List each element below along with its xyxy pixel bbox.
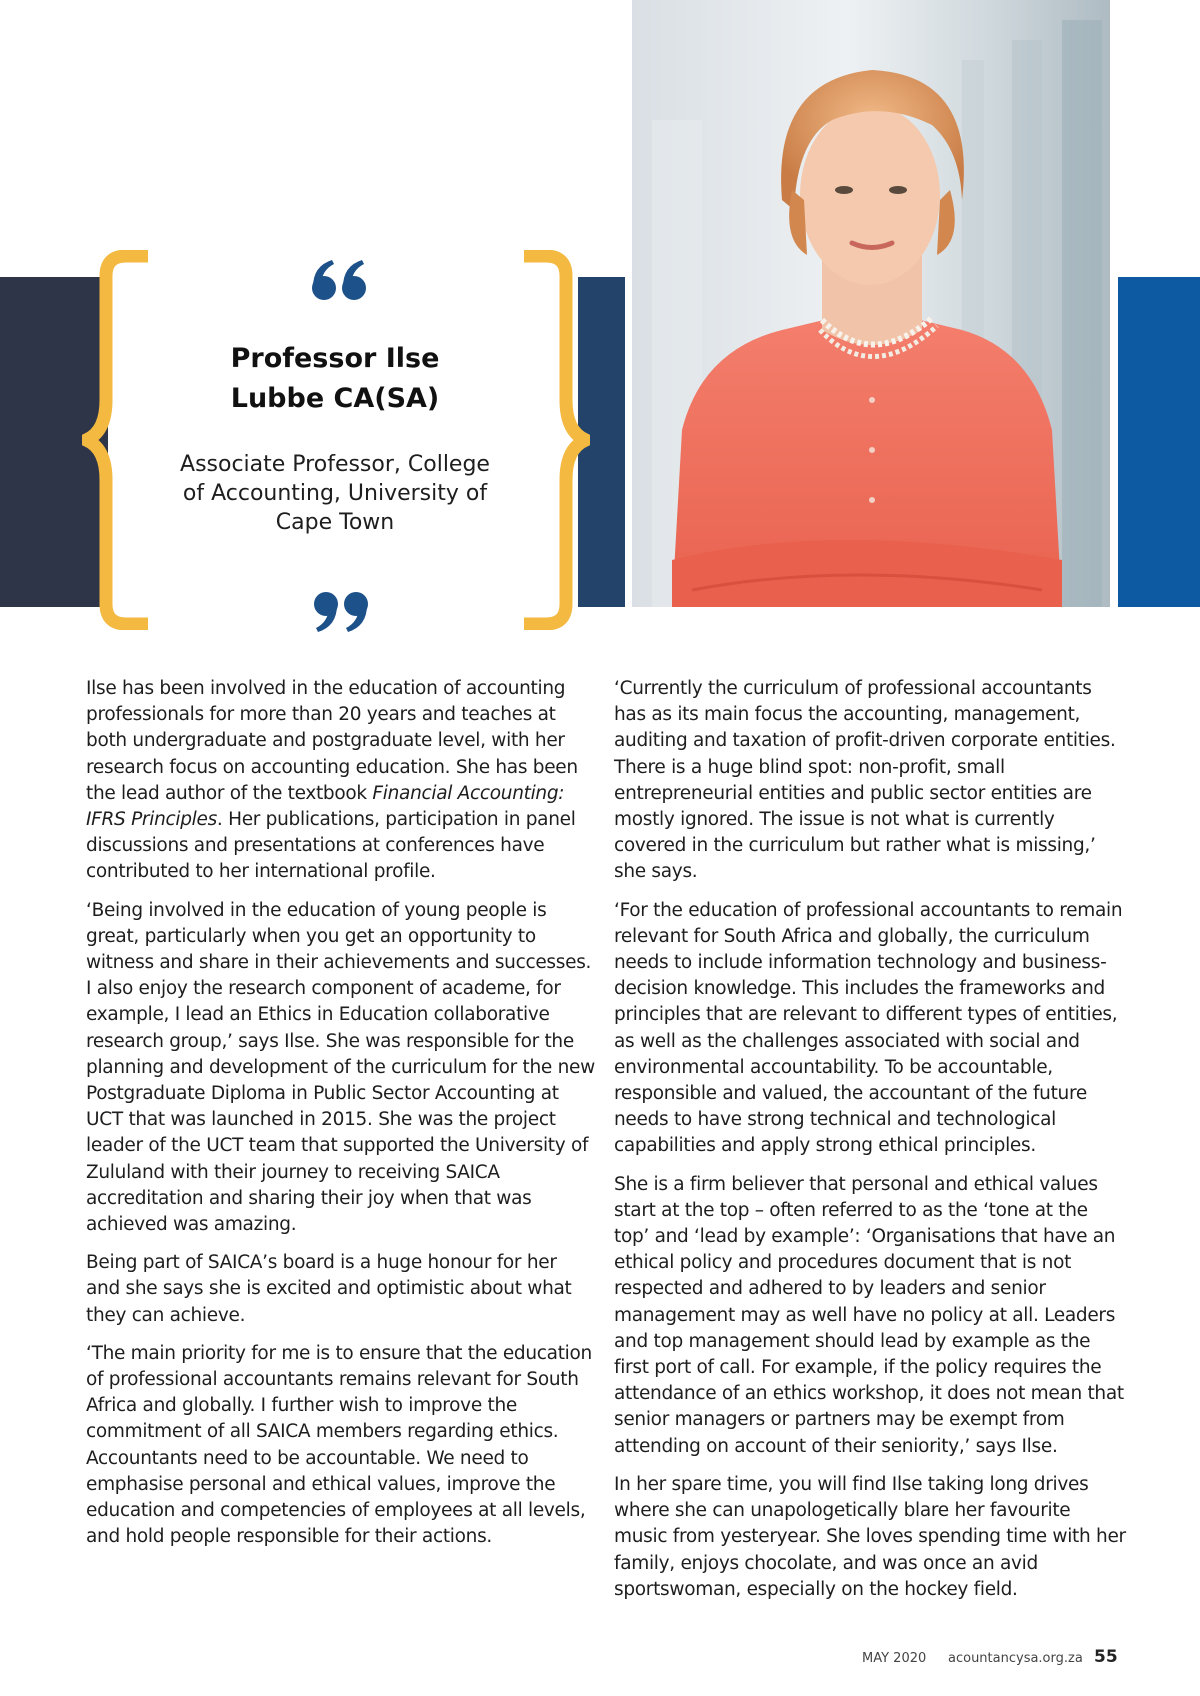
- article-paragraph: ‘The main priority for me is to ensure that the education of professional accountants remains relevant for South Africa and globally. I further wish to improve the commitment of all SAICA members regarding ethics. Accountants need to be accountable. We need to emphasise personal and ethical values, improve the education and competencies of employees at all levels, and hold people responsible for their actions.: [86, 1342, 592, 1548]
- profile-quote-card: [108, 250, 578, 630]
- article-paragraph: Being part of SAICA’s board is a huge honour for her and she says she is excited and optimistic about what they can achieve.: [86, 1252, 572, 1326]
- open-quote-icon: [310, 258, 370, 302]
- right-brace-icon: [520, 250, 590, 630]
- profile-role: [160, 450, 510, 537]
- article-paragraph: ‘For the education of professional accountants to remain relevant for South Africa and globally, the curriculum needs to include information technology and business-decision knowledge. This includes the frameworks and principles that are relevant to different types of entities, as well as the challenges associated with social and environmental accountability. To be accountable, responsible and valued, the accountant of the future needs to have strong technical and technological capabilities and apply strong ethical principles.: [614, 899, 1123, 1157]
- profile-photo: [632, 0, 1110, 607]
- article-column-right: [614, 676, 1126, 1615]
- article-paragraph: She is a firm believer that personal and ethical values start at the top – often referred to as the ‘tone at the top’ and ‘lead by example’: ‘Organisations that have an ethical policy and procedures document that is not respected and adhered to by leaders and senior management may as well have no policy at all. Leaders and top management should lead by example as the first port of call. For example, if the policy requires the attendance of an ethics workshop, it does not mean that senior managers or partners may be exempt from attending on account of their seniority,’ says Ilse.: [614, 1173, 1124, 1457]
- profile-name-line: Lubbe CA(SA): [230, 383, 440, 414]
- profile-role-line: Associate Professor, College: [180, 452, 490, 477]
- close-quote-icon: [310, 590, 370, 634]
- article-paragraph: In her spare time, you will find Ilse taking long drives where she can unapologetically blare her favourite music from yesteryear. She loves spending time with her family, enjoys chocolate, and was once an avid sportswoman, especially on the hockey field.: [614, 1473, 1126, 1600]
- page-footer: [0, 1647, 1200, 1671]
- text-run: Ilse has been involved in the education of accounting professionals for more than 20 years and teaches at both undergraduate and postgraduate level, with her research focus on accounting education. She has been the lead author of the textbook: [86, 678, 578, 804]
- profile-role-line: Cape Town: [275, 510, 395, 535]
- book-title: Financial Accounting: IFRS Principles: [86, 782, 565, 831]
- profile-role-line: of Accounting, University of: [182, 481, 488, 506]
- text-run: . Her publications, participation in panel discussions and presentations at conferences have contributed to her international profile.: [86, 809, 576, 883]
- article-paragraph: ‘Currently the curriculum of professional accountants has as its main focus the accounting, management, auditing and taxation of profit-driven corporate entities. There is a huge blind spot: non-profit, small entrepreneurial entities and public sector entities are mostly ignored. The issue is not what is currently covered in the curriculum but rather what is missing,’ she says.: [614, 678, 1116, 883]
- website-link[interactable]: acountancysa.org.za: [948, 1651, 1083, 1666]
- profile-name-line: Professor Ilse: [230, 343, 440, 374]
- page-number: 55: [1094, 1647, 1118, 1667]
- left-brace-icon: [82, 250, 152, 630]
- article-column-left: [86, 676, 596, 1563]
- decorative-band-blue: [1118, 277, 1200, 607]
- profile-name: [150, 339, 520, 419]
- issue-date: MAY 2020: [862, 1651, 927, 1666]
- article-paragraph: [86, 676, 596, 886]
- article-paragraph: ‘Being involved in the education of young people is great, particularly when you get an opportunity to witness and share in their achievements and successes. I also enjoy the research component of academe, for example, I lead an Ethics in Education collaborative research group,’ says Ilse. She was responsible for the planning and development of the curriculum for the new Postgraduate Diploma in Public Sector Accounting at UCT that was launched in 2015. She was the project leader of the UCT team that supported the University of Zululand with their journey to receiving SAICA accreditation and sharing their joy when that was achieved was amazing.: [86, 899, 595, 1236]
